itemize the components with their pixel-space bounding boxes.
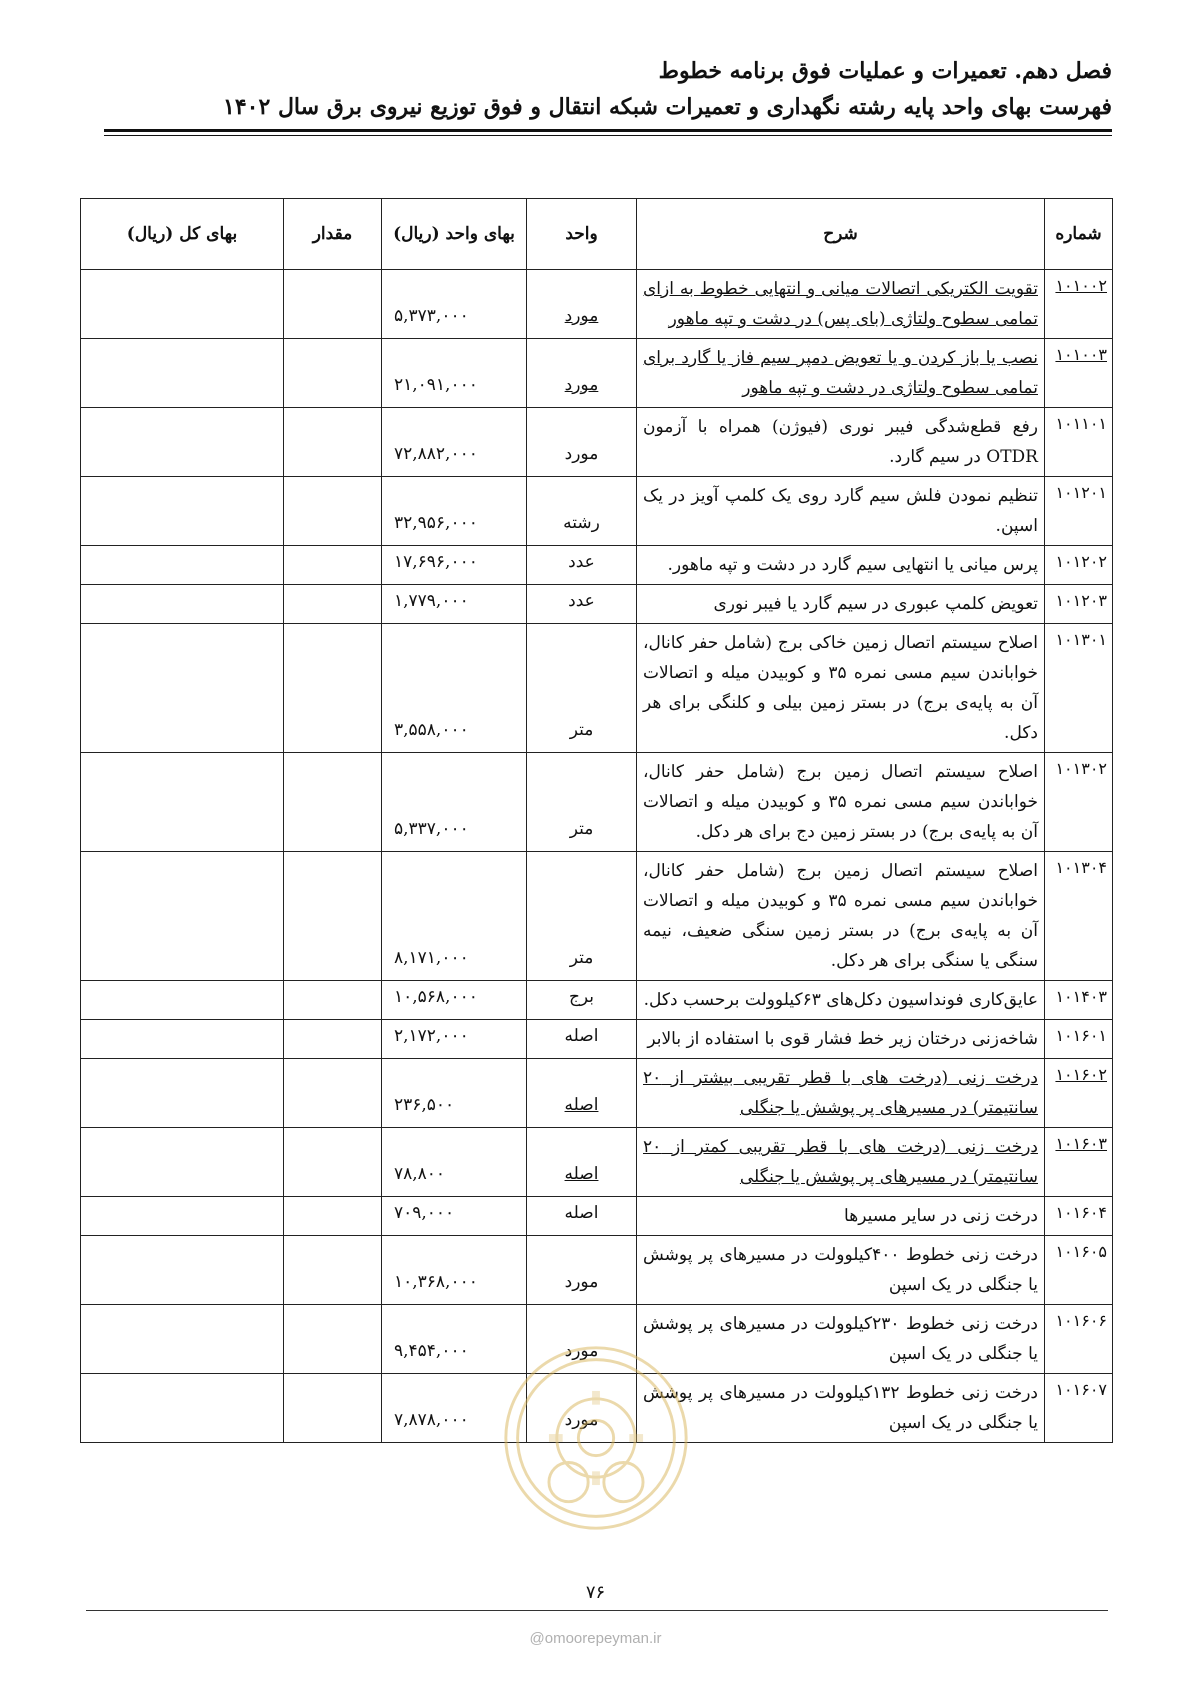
- row-unit: [527, 1236, 637, 1305]
- row-code-text: ۱۰۱۶۰۶: [1055, 1311, 1107, 1330]
- header-rule-thin: [104, 135, 1112, 136]
- chapter-title: فصل دهم. تعمیرات و عملیات فوق برنامه خطوط: [658, 58, 1112, 84]
- row-description: [637, 546, 1045, 585]
- row-total-price: [81, 1236, 284, 1305]
- row-quantity: [284, 339, 382, 408]
- row-description: [637, 981, 1045, 1020]
- row-code: [1045, 1197, 1113, 1236]
- row-unit: [527, 1128, 637, 1197]
- row-code-text: ۱۰۱۶۰۵: [1055, 1242, 1107, 1261]
- column-header-total-price: بهای کل (ریال): [81, 199, 284, 270]
- row-description: [637, 585, 1045, 624]
- column-header-description: شرح: [637, 199, 1045, 270]
- row-unit-price-text: ۷۲,۸۸۲,۰۰۰: [394, 444, 478, 464]
- row-total-price: [81, 981, 284, 1020]
- row-code-text: ۱۰۱۴۰۳: [1055, 987, 1107, 1006]
- row-quantity: [284, 270, 382, 339]
- row-quantity: [284, 1128, 382, 1197]
- column-header-unit: واحد: [527, 199, 637, 270]
- table-row: [81, 1197, 1113, 1236]
- row-unit-price-text: ۸,۱۷۱,۰۰۰: [394, 948, 469, 968]
- row-unit-price-text: ۲,۱۷۲,۰۰۰: [394, 1026, 469, 1046]
- row-description-text: اصلاح سیستم اتصال زمین برج (شامل حفر کانال، خواباندن سیم مسی نمره ۳۵ و کوبیدن میله و اتصالات آن به پایه‌ی برج) در بستر زمین سنگی ضعیف، نیمه سنگی یا سنگی برای هر دکل.: [643, 861, 1038, 971]
- row-total-price: [81, 624, 284, 753]
- row-description: [637, 753, 1045, 852]
- footer-rule: [86, 1610, 1108, 1611]
- table-body: [81, 270, 1113, 1443]
- row-description-text: درخت زنی (درخت های با قطر تقریبی کمتر از ۲۰ سانتیمتر) در مسیرهای پر پوشش یا جنگلی: [643, 1137, 1038, 1187]
- row-unit-price: [382, 624, 527, 753]
- row-quantity: [284, 753, 382, 852]
- row-code: [1045, 546, 1113, 585]
- table-header-row: [81, 199, 1113, 270]
- row-code: [1045, 852, 1113, 981]
- row-description: [637, 1128, 1045, 1197]
- row-code: [1045, 339, 1113, 408]
- row-code-text: ۱۰۱۶۰۲: [1055, 1065, 1107, 1084]
- table-row: [81, 852, 1113, 981]
- row-unit-price: [382, 1128, 527, 1197]
- row-description-text: درخت زنی خطوط ۱۳۲کیلوولت در مسیرهای پر پوشش یا جنگلی در یک اسپن: [643, 1383, 1038, 1433]
- row-total-price: [81, 1128, 284, 1197]
- row-unit: [527, 852, 637, 981]
- row-code: [1045, 1059, 1113, 1128]
- row-description-text: عایق‌کاری فونداسیون دکل‌های ۶۳کیلوولت برحسب دکل.: [643, 990, 1038, 1010]
- row-code-text: ۱۰۱۲۰۳: [1055, 591, 1107, 610]
- watermark-text: @omoorepeyman.ir: [529, 1630, 662, 1647]
- row-description-text: درخت زنی در سایر مسیرها: [844, 1206, 1038, 1226]
- row-description-text: تنظیم نمودن فلش سیم گارد روی یک کلمپ آویز در یک اسپن.: [643, 486, 1038, 536]
- row-code-text: ۱۰۱۶۰۴: [1055, 1203, 1107, 1222]
- row-unit-price: [382, 981, 527, 1020]
- table-row: [81, 1128, 1113, 1197]
- row-unit-price: [382, 546, 527, 585]
- row-code-text: ۱۰۱۶۰۱: [1055, 1026, 1107, 1045]
- row-code: [1045, 1236, 1113, 1305]
- table-row: [81, 408, 1113, 477]
- row-code-text: ۱۰۱۶۰۳: [1055, 1134, 1107, 1153]
- row-unit: [527, 981, 637, 1020]
- row-unit-text: متر: [569, 819, 594, 839]
- row-unit-price-text: ۲۱,۰۹۱,۰۰۰: [394, 375, 478, 395]
- row-unit-price-text: ۵,۳۷۳,۰۰۰: [394, 306, 469, 326]
- row-description: [637, 477, 1045, 546]
- table-row: [81, 270, 1113, 339]
- row-quantity: [284, 1020, 382, 1059]
- row-unit: [527, 477, 637, 546]
- row-unit-price: [382, 477, 527, 546]
- page-number: ۷۶: [585, 1582, 606, 1603]
- table-row: [81, 1020, 1113, 1059]
- row-total-price: [81, 270, 284, 339]
- table-row: [81, 1059, 1113, 1128]
- row-unit-price-text: ۷۰۹,۰۰۰: [394, 1203, 455, 1223]
- table-row: [81, 546, 1113, 585]
- row-unit-text: اصله: [564, 1095, 599, 1115]
- row-code: [1045, 1020, 1113, 1059]
- row-unit-text: متر: [569, 720, 594, 740]
- row-description: [637, 1236, 1045, 1305]
- row-code: [1045, 1374, 1113, 1443]
- row-unit-price: [382, 585, 527, 624]
- row-quantity: [284, 1236, 382, 1305]
- row-unit-text: عدد: [568, 591, 595, 611]
- row-code-text: ۱۰۱۶۰۷: [1055, 1380, 1107, 1399]
- row-code: [1045, 1305, 1113, 1374]
- row-unit-text: اصله: [564, 1164, 599, 1184]
- row-code: [1045, 408, 1113, 477]
- row-code: [1045, 270, 1113, 339]
- row-description-text: شاخه‌زنی درختان زیر خط فشار قوی با استفاده از بالابر: [647, 1029, 1038, 1049]
- row-quantity: [284, 981, 382, 1020]
- row-description-text: درخت زنی خطوط ۴۰۰کیلوولت در مسیرهای پر پوشش یا جنگلی در یک اسپن: [643, 1245, 1038, 1295]
- row-unit-price-text: ۳۲,۹۵۶,۰۰۰: [394, 513, 478, 533]
- row-unit-text: مورد: [564, 1272, 599, 1292]
- row-code-text: ۱۰۱۲۰۱: [1055, 483, 1107, 502]
- row-unit-price-text: ۱۷,۶۹۶,۰۰۰: [394, 552, 478, 572]
- row-unit-price: [382, 753, 527, 852]
- row-quantity: [284, 624, 382, 753]
- row-total-price: [81, 477, 284, 546]
- table-row: [81, 981, 1113, 1020]
- row-unit: [527, 1020, 637, 1059]
- price-table: [80, 198, 1113, 1443]
- table-row: [81, 477, 1113, 546]
- row-quantity: [284, 585, 382, 624]
- row-description-text: رفع قطع‌شدگی فیبر نوری (فیوژن) همراه با آزمون OTDR در سیم گارد.: [643, 417, 1038, 467]
- row-unit-text: مورد: [564, 444, 599, 464]
- row-unit-text: اصله: [564, 1026, 599, 1046]
- row-unit-text: مورد: [564, 1410, 599, 1430]
- row-quantity: [284, 1374, 382, 1443]
- row-code: [1045, 585, 1113, 624]
- row-description-text: تعویض کلمپ عبوری در سیم گارد یا فیبر نوری: [713, 594, 1038, 614]
- row-unit-text: عدد: [568, 552, 595, 572]
- row-code: [1045, 624, 1113, 753]
- row-unit-text: رشته: [563, 513, 600, 533]
- row-quantity: [284, 852, 382, 981]
- table-row: [81, 1236, 1113, 1305]
- row-total-price: [81, 1197, 284, 1236]
- row-unit-price: [382, 339, 527, 408]
- row-total-price: [81, 1305, 284, 1374]
- row-unit: [527, 339, 637, 408]
- row-unit: [527, 585, 637, 624]
- row-total-price: [81, 339, 284, 408]
- row-description-text: اصلاح سیستم اتصال زمین خاکی برج (شامل حفر کانال، خواباندن سیم مسی نمره ۳۵ و کوبیدن میله و اتصالات آن به پایه‌ی برج) در بستر زمین بیلی و کلنگی برای هر دکل.: [643, 633, 1038, 743]
- row-code-text: ۱۰۱۳۰۴: [1055, 858, 1107, 877]
- row-unit-text: مورد: [564, 306, 599, 326]
- row-description: [637, 408, 1045, 477]
- row-description: [637, 339, 1045, 408]
- row-unit-price-text: ۱۰,۵۶۸,۰۰۰: [394, 987, 478, 1007]
- row-code-text: ۱۰۱۱۰۱: [1055, 414, 1107, 433]
- row-code: [1045, 1128, 1113, 1197]
- row-description-text: پرس میانی یا انتهایی سیم گارد در دشت و تپه ماهور.: [667, 555, 1038, 575]
- row-code: [1045, 981, 1113, 1020]
- row-description: [637, 852, 1045, 981]
- row-unit-text: مورد: [564, 1341, 599, 1361]
- column-header-unit-price: بهای واحد (ریال): [382, 199, 527, 270]
- row-quantity: [284, 477, 382, 546]
- row-unit-price: [382, 1197, 527, 1236]
- column-header-quantity: مقدار: [284, 199, 382, 270]
- row-unit: [527, 408, 637, 477]
- row-unit: [527, 1197, 637, 1236]
- row-unit-price-text: ۲۳۶,۵۰۰: [394, 1095, 455, 1115]
- table-row: [81, 585, 1113, 624]
- row-code-text: ۱۰۱۲۰۲: [1055, 552, 1107, 571]
- row-code-text: ۱۰۱۳۰۱: [1055, 630, 1107, 649]
- row-unit: [527, 1059, 637, 1128]
- row-unit-price-text: ۱,۷۷۹,۰۰۰: [394, 591, 469, 611]
- row-code: [1045, 753, 1113, 852]
- row-unit-price: [382, 852, 527, 981]
- table-row: [81, 624, 1113, 753]
- row-unit: [527, 270, 637, 339]
- row-total-price: [81, 753, 284, 852]
- row-unit-text: متر: [569, 948, 594, 968]
- row-unit-price: [382, 270, 527, 339]
- row-description: [637, 1197, 1045, 1236]
- row-unit-text: اصله: [564, 1203, 599, 1223]
- row-unit-price-text: ۷۸,۸۰۰: [394, 1164, 446, 1184]
- row-unit-price-text: ۷,۸۷۸,۰۰۰: [394, 1410, 469, 1430]
- row-description-text: نصب یا باز کردن و یا تعویض دمپر سیم فاز یا گارد برای تمامی سطوح ولتاژی در دشت و تپه ماهور: [643, 348, 1038, 398]
- row-description-text: تقویت الکتریکی اتصالات میانی و انتهایی خطوط به ازای تمامی سطوح ولتاژی (بای پس) در دشت و تپه ماهور: [643, 279, 1038, 329]
- row-unit-text: مورد: [564, 375, 599, 395]
- row-code-text: ۱۰۱۳۰۲: [1055, 759, 1107, 778]
- row-description-text: درخت زنی خطوط ۲۳۰کیلوولت در مسیرهای پر پوشش یا جنگلی در یک اسپن: [643, 1314, 1038, 1364]
- row-unit-price: [382, 1020, 527, 1059]
- row-total-price: [81, 585, 284, 624]
- row-unit-price: [382, 1059, 527, 1128]
- row-quantity: [284, 1059, 382, 1128]
- row-unit-price-text: ۳,۵۵۸,۰۰۰: [394, 720, 469, 740]
- row-total-price: [81, 1020, 284, 1059]
- table-row: [81, 753, 1113, 852]
- row-unit: [527, 624, 637, 753]
- row-unit-price-text: ۵,۳۳۷,۰۰۰: [394, 819, 469, 839]
- row-description: [637, 1305, 1045, 1374]
- gear-stamp-icon: [498, 1340, 694, 1536]
- row-total-price: [81, 546, 284, 585]
- row-unit: [527, 546, 637, 585]
- row-code-text: ۱۰۱۰۰۳: [1055, 345, 1107, 364]
- column-header-code: شماره: [1045, 199, 1113, 270]
- row-description: [637, 1374, 1045, 1443]
- row-total-price: [81, 1374, 284, 1443]
- header-rule-thick: [104, 129, 1112, 132]
- row-total-price: [81, 852, 284, 981]
- table-row: [81, 339, 1113, 408]
- row-unit: [527, 753, 637, 852]
- row-quantity: [284, 546, 382, 585]
- row-unit-price-text: ۹,۴۵۴,۰۰۰: [394, 1341, 469, 1361]
- row-quantity: [284, 1197, 382, 1236]
- row-total-price: [81, 1059, 284, 1128]
- row-quantity: [284, 1305, 382, 1374]
- row-code-text: ۱۰۱۰۰۲: [1055, 276, 1107, 295]
- row-quantity: [284, 408, 382, 477]
- row-unit-text: برج: [568, 987, 595, 1007]
- row-unit-price: [382, 1236, 527, 1305]
- row-unit-price-text: ۱۰,۳۶۸,۰۰۰: [394, 1272, 478, 1292]
- row-description-text: درخت زنی (درخت های با قطر تقریبی بیشتر از ۲۰ سانتیمتر) در مسیرهای پر پوشش یا جنگلی: [643, 1068, 1038, 1118]
- price-list-title: فهرست بهای واحد پایه رشته نگهداری و تعمیرات شبکه انتقال و فوق توزیع نیروی برق سال ۱۴۰۲: [223, 94, 1112, 120]
- row-unit-price: [382, 408, 527, 477]
- row-description: [637, 1020, 1045, 1059]
- row-total-price: [81, 408, 284, 477]
- row-description-text: اصلاح سیستم اتصال زمین برج (شامل حفر کانال، خواباندن سیم مسی نمره ۳۵ و کوبیدن میله و اتصالات آن به پایه‌ی برج) در بستر زمین دج برای هر دکل.: [643, 762, 1038, 842]
- row-description: [637, 1059, 1045, 1128]
- row-code: [1045, 477, 1113, 546]
- row-description: [637, 624, 1045, 753]
- row-description: [637, 270, 1045, 339]
